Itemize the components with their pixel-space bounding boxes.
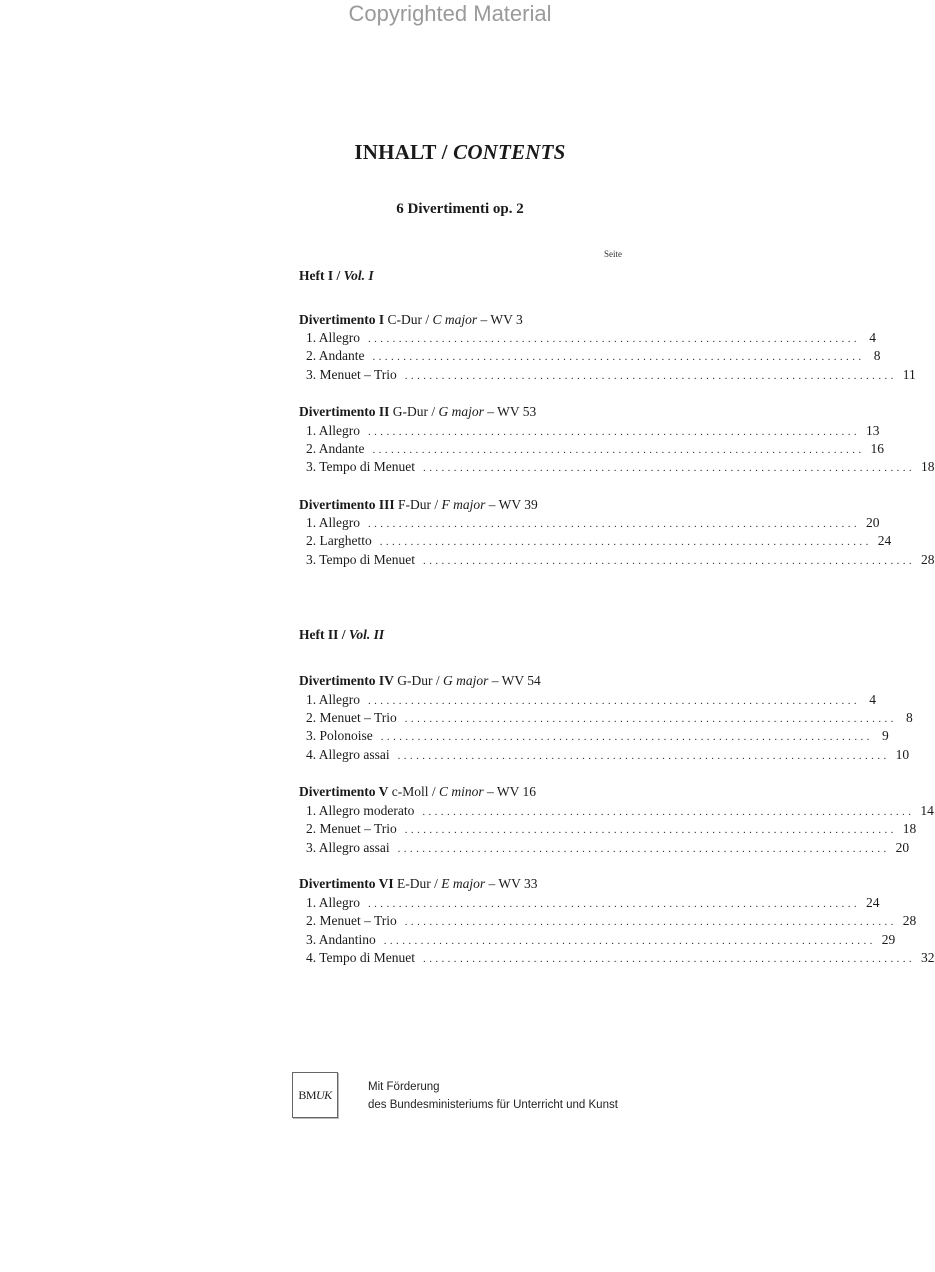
toc-entry: [306, 330, 876, 348]
dot-leader: ................................................................................: [368, 695, 860, 707]
page-number: 18: [902, 821, 917, 836]
title-main: INHALT /: [354, 140, 454, 164]
page-column-label: Seite: [604, 249, 622, 259]
wv-number: – WV 3: [477, 312, 523, 327]
movement-label: 2. Menuet – Trio: [306, 710, 397, 725]
key-english: G major: [442, 673, 489, 688]
page-number: 9: [882, 728, 889, 743]
divertimento-heading: [299, 404, 536, 420]
volume-label-italic: Vol. II: [348, 627, 385, 642]
dot-leader: ................................................................................: [372, 351, 865, 363]
movement-label: 2. Andante: [306, 348, 365, 363]
page-number: 16: [870, 441, 884, 456]
key-english: C major: [432, 312, 478, 327]
movement-label: 3. Tempo di Menuet: [306, 552, 416, 567]
volume-label: Heft II /: [299, 627, 349, 642]
movement-label: 3. Menuet – Trio: [306, 367, 397, 382]
divertimento-heading: [299, 876, 538, 892]
movement-label: 2. Andante: [306, 441, 365, 456]
dot-leader: ................................................................................: [404, 824, 897, 836]
dot-leader: ................................................................................: [404, 713, 897, 725]
volume-label-italic: Vol. I: [343, 268, 374, 283]
divertimento-name: Divertimento III: [299, 497, 395, 512]
page-number: 18: [921, 459, 935, 474]
dot-leader: ................................................................................: [368, 518, 860, 530]
dot-leader: ................................................................................: [383, 935, 876, 947]
toc-entry: [306, 821, 917, 839]
toc-entry: [306, 710, 913, 728]
dot-leader: ................................................................................: [372, 444, 865, 456]
page-number: 10: [895, 747, 910, 762]
key-english: G major: [438, 404, 484, 419]
movement-label: 1. Allegro: [306, 515, 360, 530]
key-german: E-Dur /: [393, 876, 442, 891]
movement-label: 2. Menuet – Trio: [306, 913, 397, 928]
dot-leader: ................................................................................: [404, 916, 897, 928]
toc-entry: [306, 459, 935, 477]
page-number: 14: [920, 803, 934, 818]
toc-entry: [306, 895, 880, 913]
toc-entry: [306, 913, 917, 931]
page-title: [0, 140, 920, 165]
page-number: 8: [873, 348, 881, 363]
dot-leader: ................................................................................: [368, 333, 860, 345]
movement-label: 4. Allegro assai: [306, 747, 390, 762]
wv-number: – WV 54: [488, 673, 541, 688]
toc-entry: [306, 515, 880, 533]
support-line-2: des Bundesministeriums für Unterricht und Kunst: [368, 1099, 618, 1111]
dot-leader: ................................................................................: [379, 536, 872, 548]
toc-entry: [306, 747, 910, 765]
toc-entry: [306, 533, 892, 551]
movement-label: 1. Allegro: [306, 423, 360, 438]
dot-leader: ................................................................................: [368, 426, 860, 438]
key-german: G-Dur /: [389, 404, 439, 419]
key-german: G-Dur /: [393, 673, 443, 688]
page-subtitle: 6 Divertimenti op. 2: [396, 201, 524, 217]
dot-leader: ................................................................................: [423, 462, 916, 474]
movement-label: 3. Andantino: [306, 932, 376, 947]
dot-leader: ................................................................................: [397, 843, 890, 855]
toc-entry: [306, 423, 880, 441]
page-number: 8: [906, 710, 913, 725]
toc-entry: [306, 348, 881, 366]
movement-label: 2. Menuet – Trio: [306, 821, 397, 836]
page-number: 13: [866, 423, 880, 438]
volume-heading: [299, 268, 374, 284]
movement-label: 4. Tempo di Menuet: [306, 950, 416, 965]
key-english: C minor: [438, 784, 484, 799]
toc-entry: [306, 932, 896, 950]
divertimento-heading: [299, 497, 538, 513]
wv-number: – WV 33: [485, 876, 538, 891]
divertimento-name: Divertimento V: [299, 784, 389, 799]
page-number: 24: [866, 895, 880, 910]
logo-main-text: BM: [298, 1087, 316, 1102]
divertimento-heading: [299, 784, 536, 800]
toc-entry: [306, 950, 935, 968]
page-number: 29: [881, 932, 896, 947]
logo-tail-text: UK: [316, 1087, 332, 1102]
title-italic: CONTENTS: [453, 140, 566, 164]
dot-leader: ................................................................................: [404, 370, 897, 382]
movement-label: 3. Tempo di Menuet: [306, 459, 416, 474]
toc-entry: [306, 840, 910, 858]
divertimento-name: Divertimento I: [299, 312, 385, 327]
page-number: 28: [921, 552, 935, 567]
page-number: 24: [877, 533, 892, 548]
page-number: 28: [902, 913, 917, 928]
page-number: 20: [895, 840, 910, 855]
wv-number: – WV 39: [485, 497, 538, 512]
dot-leader: ................................................................................: [423, 953, 916, 965]
divertimento-heading: [299, 673, 541, 689]
toc-entry: [306, 367, 916, 385]
dot-leader: ................................................................................: [380, 731, 873, 743]
divertimento-heading: [299, 312, 523, 328]
toc-entry: [306, 692, 876, 710]
dot-leader: ................................................................................: [423, 555, 916, 567]
page-number: 20: [866, 515, 880, 530]
key-german: c-Moll /: [388, 784, 439, 799]
divertimento-name: Divertimento VI: [299, 876, 394, 891]
toc-entry: [306, 803, 934, 821]
key-english: E major: [441, 876, 486, 891]
toc-entry: [306, 728, 889, 746]
copyright-watermark: Copyrighted Material: [348, 1, 552, 26]
volume-label: Heft I /: [299, 268, 344, 283]
page-number: 32: [921, 950, 935, 965]
wv-number: – WV 16: [483, 784, 537, 799]
page-number: 11: [902, 367, 916, 382]
movement-label: 1. Allegro: [306, 692, 360, 707]
wv-number: – WV 53: [483, 404, 537, 419]
dot-leader: ................................................................................: [422, 806, 915, 818]
volume-heading: [299, 627, 384, 643]
key-german: C-Dur /: [384, 312, 433, 327]
divertimento-name: Divertimento II: [299, 404, 390, 419]
support-note: [368, 1078, 618, 1114]
page-number: 4: [869, 692, 876, 707]
key-german: F-Dur /: [394, 497, 442, 512]
dot-leader: ................................................................................: [368, 898, 860, 910]
movement-label: 3. Polonoise: [306, 728, 373, 743]
movement-label: 3. Allegro assai: [306, 840, 390, 855]
page-number: 4: [869, 330, 876, 345]
ministry-logo: [292, 1072, 338, 1118]
movement-label: 1. Allegro moderato: [306, 803, 415, 818]
support-line-1: Mit Förderung: [368, 1081, 440, 1093]
movement-label: 2. Larghetto: [306, 533, 372, 548]
divertimento-name: Divertimento IV: [299, 673, 394, 688]
movement-label: 1. Allegro: [306, 895, 360, 910]
toc-entry: [306, 552, 935, 570]
dot-leader: ................................................................................: [397, 750, 890, 762]
toc-entry: [306, 441, 884, 459]
key-english: F major: [441, 497, 486, 512]
movement-label: 1. Allegro: [306, 330, 360, 345]
